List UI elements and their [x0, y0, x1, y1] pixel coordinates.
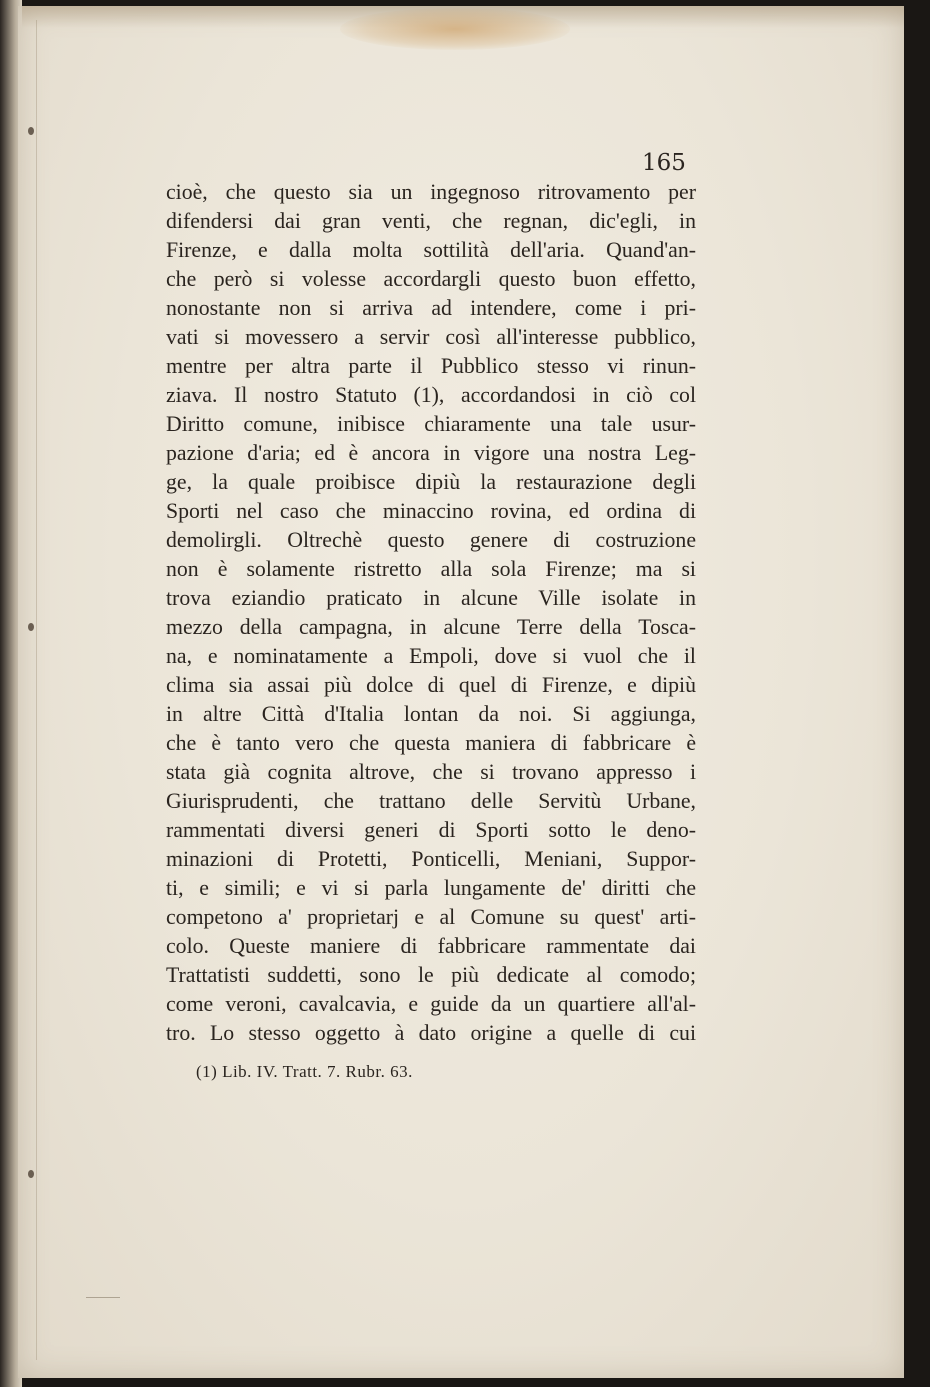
text-line: cioè, che questo sia un ingegnoso ritrovamento per — [166, 180, 696, 204]
text-line: stata già cognita altrove, che si trovano appresso i — [166, 760, 696, 784]
text-line: Trattatisti suddetti, sono le più dedicate al comodo; — [166, 963, 696, 987]
binding-hole — [28, 1170, 34, 1178]
text-line: Diritto comune, inibisce chiaramente una tale usur- — [166, 412, 696, 436]
text-line: che è tanto vero che questa maniera di fabbricare è — [166, 731, 696, 755]
text-line: come veroni, cavalcavia, e guide da un quartiere all'al- — [166, 992, 696, 1016]
text-line: che però si volesse accordargli questo buon effetto, — [166, 267, 696, 291]
foxing-stain — [340, 8, 570, 50]
binding-hole — [28, 127, 34, 135]
text-line: difendersi dai gran venti, che regnan, dic'egli, in — [166, 209, 696, 233]
text-line: Firenze, e dalla molta sottilità dell'aria. Quand'an- — [166, 238, 696, 262]
binding-fold — [36, 20, 37, 1360]
footnote: (1) Lib. IV. Tratt. 7. Rubr. 63. — [196, 1062, 413, 1081]
text-line: nonostante non si arriva ad intendere, come i pri- — [166, 296, 696, 320]
text-line: Giurisprudenti, che trattano delle Servitù Urbane, — [166, 789, 696, 813]
text-line: vati si movessero a servir così all'interesse pubblico, — [166, 325, 696, 349]
page-number: 165 — [642, 150, 686, 176]
text-line: demolirgli. Oltrechè questo genere di costruzione — [166, 528, 696, 552]
binding-hole — [28, 623, 34, 631]
text-line: mentre per altra parte il Pubblico stesso vi rinun- — [166, 354, 696, 378]
text-line: non è solamente ristretto alla sola Firenze; ma si — [166, 557, 696, 581]
text-line: competono a' proprietarj e al Comune su quest' arti- — [166, 905, 696, 929]
text-line: trova eziandio praticato in alcune Ville isolate in — [166, 586, 696, 610]
pencil-mark — [86, 1297, 120, 1298]
text-line: ti, e simili; e vi si parla lungamente de' diritti che — [166, 876, 696, 900]
text-line: in altre Città d'Italia lontan da noi. Si aggiunga, — [166, 702, 696, 726]
text-line: minazioni di Protetti, Ponticelli, Meniani, Suppor- — [166, 847, 696, 871]
text-line: colo. Queste maniere di fabbricare rammentate dai — [166, 934, 696, 958]
text-line: clima sia assai più dolce di quel di Firenze, e dipiù — [166, 673, 696, 697]
text-line: ziava. Il nostro Statuto (1), accordandosi in ciò col — [166, 383, 696, 407]
text-line: tro. Lo stesso oggetto à dato origine a quelle di cui — [166, 1021, 696, 1045]
text-line: ge, la quale proibisce dipiù la restaurazione degli — [166, 470, 696, 494]
text-line: pazione d'aria; ed è ancora in vigore una nostra Leg- — [166, 441, 696, 465]
text-line: Sporti nel caso che minaccino rovina, ed ordina di — [166, 499, 696, 523]
text-line: mezzo della campagna, in alcune Terre della Tosca- — [166, 615, 696, 639]
text-line: na, e nominatamente a Empoli, dove si vuol che il — [166, 644, 696, 668]
body-text — [166, 178, 696, 1048]
text-line: rammentati diversi generi di Sporti sotto le deno- — [166, 818, 696, 842]
